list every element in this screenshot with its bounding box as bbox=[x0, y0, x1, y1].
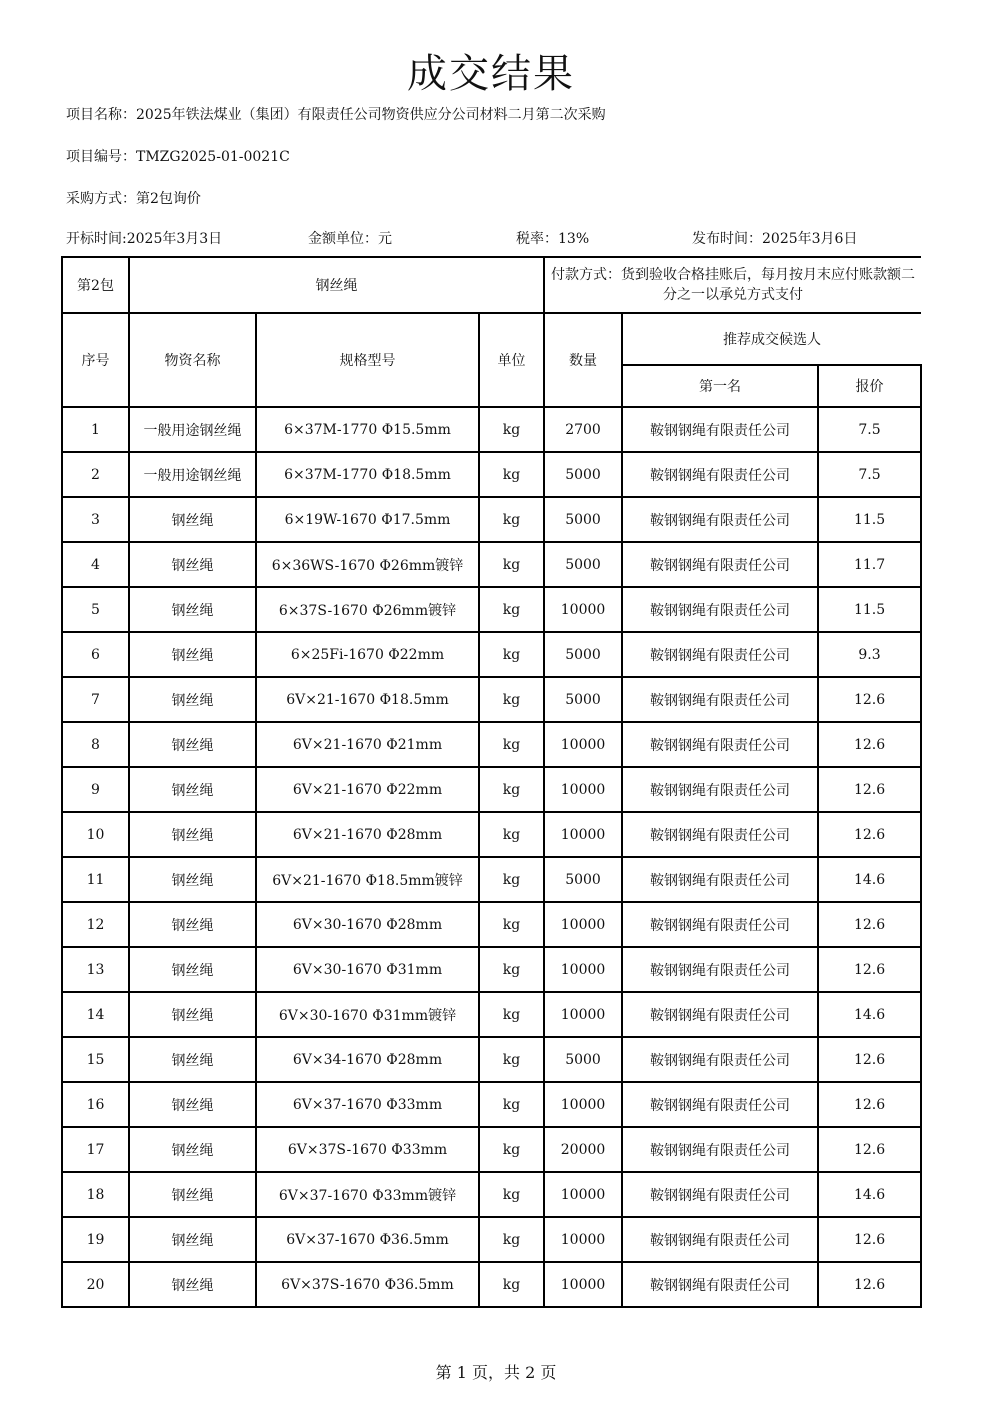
page-indicator: 第 1 页，共 2 页 bbox=[435, 1363, 557, 1382]
table-row bbox=[62, 1082, 921, 1127]
cell-unit: kg bbox=[479, 812, 544, 857]
cell-first: 鞍钢钢绳有限责任公司 bbox=[622, 1217, 818, 1262]
table-row bbox=[62, 1037, 921, 1082]
cell-first: 鞍钢钢绳有限责任公司 bbox=[622, 1172, 818, 1217]
cell-seq: 6 bbox=[62, 632, 129, 677]
currency-unit: 金额单位：元 bbox=[308, 231, 392, 247]
cell-first: 鞍钢钢绳有限责任公司 bbox=[622, 767, 818, 812]
cell-spec: 6V×37S-1670 Φ33mm bbox=[256, 1127, 479, 1172]
cell-unit: kg bbox=[479, 857, 544, 902]
cell-price: 14.6 bbox=[818, 992, 921, 1037]
cell-spec: 6V×21-1670 Φ21mm bbox=[256, 722, 479, 767]
cell-price: 12.6 bbox=[818, 1262, 921, 1307]
package-row bbox=[62, 257, 921, 313]
cell-quantity: 10000 bbox=[544, 1217, 622, 1262]
cell-quantity: 10000 bbox=[544, 722, 622, 767]
cell-material: 钢丝绳 bbox=[129, 857, 256, 902]
cell-material: 钢丝绳 bbox=[129, 1127, 256, 1172]
cell-material: 钢丝绳 bbox=[129, 722, 256, 767]
cell-price: 11.5 bbox=[818, 587, 921, 632]
cell-material: 钢丝绳 bbox=[129, 1217, 256, 1262]
table-row bbox=[62, 722, 921, 767]
cell-material: 钢丝绳 bbox=[129, 632, 256, 677]
cell-spec: 6V×30-1670 Φ31mm镀锌 bbox=[256, 992, 479, 1037]
cell-spec: 6V×30-1670 Φ31mm bbox=[256, 947, 479, 992]
cell-quantity: 10000 bbox=[544, 1082, 622, 1127]
header-quantity: 数量 bbox=[544, 313, 622, 407]
cell-first: 鞍钢钢绳有限责任公司 bbox=[622, 1262, 818, 1307]
table-row bbox=[62, 452, 921, 497]
page-title: 成交结果 bbox=[407, 51, 575, 97]
cell-seq: 19 bbox=[62, 1217, 129, 1262]
package-label: 第2包 bbox=[62, 257, 129, 313]
cell-spec: 6V×37-1670 Φ36.5mm bbox=[256, 1217, 479, 1262]
cell-seq: 2 bbox=[62, 452, 129, 497]
cell-unit: kg bbox=[479, 407, 544, 452]
cell-unit: kg bbox=[479, 1172, 544, 1217]
payment-terms: 付款方式：货到验收合格挂账后，每月按月末应付账款额二分之一以承兑方式支付 bbox=[544, 257, 921, 313]
cell-quantity: 10000 bbox=[544, 767, 622, 812]
table-row bbox=[62, 587, 921, 632]
table-row bbox=[62, 902, 921, 947]
cell-spec: 6V×37-1670 Φ33mm镀锌 bbox=[256, 1172, 479, 1217]
cell-spec: 6V×21-1670 Φ28mm bbox=[256, 812, 479, 857]
cell-first: 鞍钢钢绳有限责任公司 bbox=[622, 587, 818, 632]
cell-unit: kg bbox=[479, 767, 544, 812]
cell-material: 钢丝绳 bbox=[129, 767, 256, 812]
header-price: 报价 bbox=[818, 365, 921, 407]
cell-unit: kg bbox=[479, 1127, 544, 1172]
tax-rate: 税率：13% bbox=[516, 231, 590, 247]
cell-material: 钢丝绳 bbox=[129, 1262, 256, 1307]
cell-first: 鞍钢钢绳有限责任公司 bbox=[622, 902, 818, 947]
cell-material: 一般用途钢丝绳 bbox=[129, 407, 256, 452]
package-name: 钢丝绳 bbox=[129, 257, 544, 313]
cell-first: 鞍钢钢绳有限责任公司 bbox=[622, 1082, 818, 1127]
cell-price: 12.6 bbox=[818, 722, 921, 767]
header-spec: 规格型号 bbox=[256, 313, 479, 407]
cell-material: 钢丝绳 bbox=[129, 812, 256, 857]
table-row bbox=[62, 1217, 921, 1262]
cell-material: 钢丝绳 bbox=[129, 1082, 256, 1127]
cell-first: 鞍钢钢绳有限责任公司 bbox=[622, 722, 818, 767]
cell-spec: 6×37S-1670 Φ26mm镀锌 bbox=[256, 587, 479, 632]
cell-seq: 1 bbox=[62, 407, 129, 452]
cell-quantity: 5000 bbox=[544, 1037, 622, 1082]
project-name: 项目名称：2025年铁法煤业（集团）有限责任公司物资供应分公司材料二月第二次采购 bbox=[66, 107, 606, 123]
cell-unit: kg bbox=[479, 1037, 544, 1082]
cell-first: 鞍钢钢绳有限责任公司 bbox=[622, 452, 818, 497]
cell-price: 11.5 bbox=[818, 497, 921, 542]
cell-spec: 6V×21-1670 Φ22mm bbox=[256, 767, 479, 812]
cell-unit: kg bbox=[479, 677, 544, 722]
cell-price: 12.6 bbox=[818, 902, 921, 947]
cell-unit: kg bbox=[479, 722, 544, 767]
cell-first: 鞍钢钢绳有限责任公司 bbox=[622, 677, 818, 722]
cell-unit: kg bbox=[479, 632, 544, 677]
cell-price: 12.6 bbox=[818, 1217, 921, 1262]
cell-first: 鞍钢钢绳有限责任公司 bbox=[622, 1127, 818, 1172]
table-row bbox=[62, 497, 921, 542]
cell-price: 12.6 bbox=[818, 767, 921, 812]
cell-spec: 6×25Fi-1670 Φ22mm bbox=[256, 632, 479, 677]
purchase-method: 采购方式：第2包询价 bbox=[66, 191, 201, 207]
table-row bbox=[62, 542, 921, 587]
table-row bbox=[62, 1172, 921, 1217]
cell-quantity: 5000 bbox=[544, 542, 622, 587]
cell-quantity: 5000 bbox=[544, 452, 622, 497]
cell-quantity: 10000 bbox=[544, 902, 622, 947]
cell-price: 12.6 bbox=[818, 677, 921, 722]
cell-seq: 5 bbox=[62, 587, 129, 632]
cell-material: 钢丝绳 bbox=[129, 587, 256, 632]
cell-unit: kg bbox=[479, 497, 544, 542]
project-code: 项目编号：TMZG2025-01-0021C bbox=[66, 149, 290, 165]
cell-quantity: 10000 bbox=[544, 1262, 622, 1307]
cell-seq: 11 bbox=[62, 857, 129, 902]
cell-quantity: 5000 bbox=[544, 497, 622, 542]
publish-time: 发布时间：2025年3月6日 bbox=[692, 231, 858, 247]
cell-unit: kg bbox=[479, 947, 544, 992]
cell-unit: kg bbox=[479, 902, 544, 947]
cell-quantity: 5000 bbox=[544, 857, 622, 902]
cell-price: 12.6 bbox=[818, 1037, 921, 1082]
cell-seq: 12 bbox=[62, 902, 129, 947]
table-row bbox=[62, 947, 921, 992]
cell-material: 钢丝绳 bbox=[129, 542, 256, 587]
table-row bbox=[62, 1127, 921, 1172]
cell-seq: 7 bbox=[62, 677, 129, 722]
cell-seq: 3 bbox=[62, 497, 129, 542]
cell-first: 鞍钢钢绳有限责任公司 bbox=[622, 947, 818, 992]
cell-first: 鞍钢钢绳有限责任公司 bbox=[622, 632, 818, 677]
cell-first: 鞍钢钢绳有限责任公司 bbox=[622, 812, 818, 857]
cell-unit: kg bbox=[479, 992, 544, 1037]
cell-price: 12.6 bbox=[818, 947, 921, 992]
cell-material: 钢丝绳 bbox=[129, 902, 256, 947]
header-material: 物资名称 bbox=[129, 313, 256, 407]
cell-spec: 6×19W-1670 Φ17.5mm bbox=[256, 497, 479, 542]
cell-seq: 17 bbox=[62, 1127, 129, 1172]
cell-seq: 16 bbox=[62, 1082, 129, 1127]
table-row bbox=[62, 767, 921, 812]
cell-spec: 6V×34-1670 Φ28mm bbox=[256, 1037, 479, 1082]
cell-material: 钢丝绳 bbox=[129, 677, 256, 722]
cell-spec: 6V×37S-1670 Φ36.5mm bbox=[256, 1262, 479, 1307]
cell-seq: 9 bbox=[62, 767, 129, 812]
cell-quantity: 5000 bbox=[544, 632, 622, 677]
cell-spec: 6×37M-1770 Φ15.5mm bbox=[256, 407, 479, 452]
header-seq: 序号 bbox=[62, 313, 129, 407]
cell-first: 鞍钢钢绳有限责任公司 bbox=[622, 1037, 818, 1082]
cell-spec: 6V×30-1670 Φ28mm bbox=[256, 902, 479, 947]
cell-quantity: 10000 bbox=[544, 812, 622, 857]
table-row bbox=[62, 857, 921, 902]
cell-unit: kg bbox=[479, 1082, 544, 1127]
cell-price: 11.7 bbox=[818, 542, 921, 587]
cell-unit: kg bbox=[479, 542, 544, 587]
cell-seq: 15 bbox=[62, 1037, 129, 1082]
cell-first: 鞍钢钢绳有限责任公司 bbox=[622, 992, 818, 1037]
header-unit: 单位 bbox=[479, 313, 544, 407]
cell-unit: kg bbox=[479, 587, 544, 632]
cell-seq: 13 bbox=[62, 947, 129, 992]
cell-spec: 6V×21-1670 Φ18.5mm bbox=[256, 677, 479, 722]
table-row bbox=[62, 407, 921, 452]
table-row bbox=[62, 1262, 921, 1307]
cell-seq: 18 bbox=[62, 1172, 129, 1217]
cell-price: 14.6 bbox=[818, 1172, 921, 1217]
cell-material: 钢丝绳 bbox=[129, 992, 256, 1037]
cell-price: 7.5 bbox=[818, 452, 921, 497]
cell-seq: 14 bbox=[62, 992, 129, 1037]
cell-unit: kg bbox=[479, 452, 544, 497]
cell-seq: 4 bbox=[62, 542, 129, 587]
cell-price: 12.6 bbox=[818, 1082, 921, 1127]
cell-first: 鞍钢钢绳有限责任公司 bbox=[622, 542, 818, 587]
cell-unit: kg bbox=[479, 1262, 544, 1307]
cell-quantity: 5000 bbox=[544, 677, 622, 722]
cell-price: 9.3 bbox=[818, 632, 921, 677]
open-time: 开标时间:2025年3月3日 bbox=[66, 231, 223, 247]
cell-seq: 20 bbox=[62, 1262, 129, 1307]
cell-price: 7.5 bbox=[818, 407, 921, 452]
table-row bbox=[62, 677, 921, 722]
cell-quantity: 10000 bbox=[544, 947, 622, 992]
result-table bbox=[61, 256, 922, 1308]
cell-seq: 10 bbox=[62, 812, 129, 857]
cell-quantity: 2700 bbox=[544, 407, 622, 452]
cell-material: 一般用途钢丝绳 bbox=[129, 452, 256, 497]
cell-spec: 6×36WS-1670 Φ26mm镀锌 bbox=[256, 542, 479, 587]
cell-quantity: 10000 bbox=[544, 1172, 622, 1217]
table-row bbox=[62, 812, 921, 857]
cell-spec: 6V×37-1670 Φ33mm bbox=[256, 1082, 479, 1127]
cell-quantity: 10000 bbox=[544, 587, 622, 632]
cell-material: 钢丝绳 bbox=[129, 1172, 256, 1217]
table-row bbox=[62, 632, 921, 677]
cell-first: 鞍钢钢绳有限责任公司 bbox=[622, 407, 818, 452]
cell-material: 钢丝绳 bbox=[129, 497, 256, 542]
table-row bbox=[62, 992, 921, 1037]
cell-first: 鞍钢钢绳有限责任公司 bbox=[622, 497, 818, 542]
header-candidate: 推荐成交候选人 bbox=[622, 313, 921, 365]
cell-quantity: 10000 bbox=[544, 992, 622, 1037]
cell-quantity: 20000 bbox=[544, 1127, 622, 1172]
cell-unit: kg bbox=[479, 1217, 544, 1262]
cell-spec: 6V×21-1670 Φ18.5mm镀锌 bbox=[256, 857, 479, 902]
cell-price: 14.6 bbox=[818, 857, 921, 902]
cell-seq: 8 bbox=[62, 722, 129, 767]
cell-material: 钢丝绳 bbox=[129, 947, 256, 992]
cell-spec: 6×37M-1770 Φ18.5mm bbox=[256, 452, 479, 497]
cell-first: 鞍钢钢绳有限责任公司 bbox=[622, 857, 818, 902]
cell-price: 12.6 bbox=[818, 812, 921, 857]
cell-material: 钢丝绳 bbox=[129, 1037, 256, 1082]
header-first: 第一名 bbox=[622, 365, 818, 407]
header-row bbox=[62, 313, 921, 365]
cell-price: 12.6 bbox=[818, 1127, 921, 1172]
